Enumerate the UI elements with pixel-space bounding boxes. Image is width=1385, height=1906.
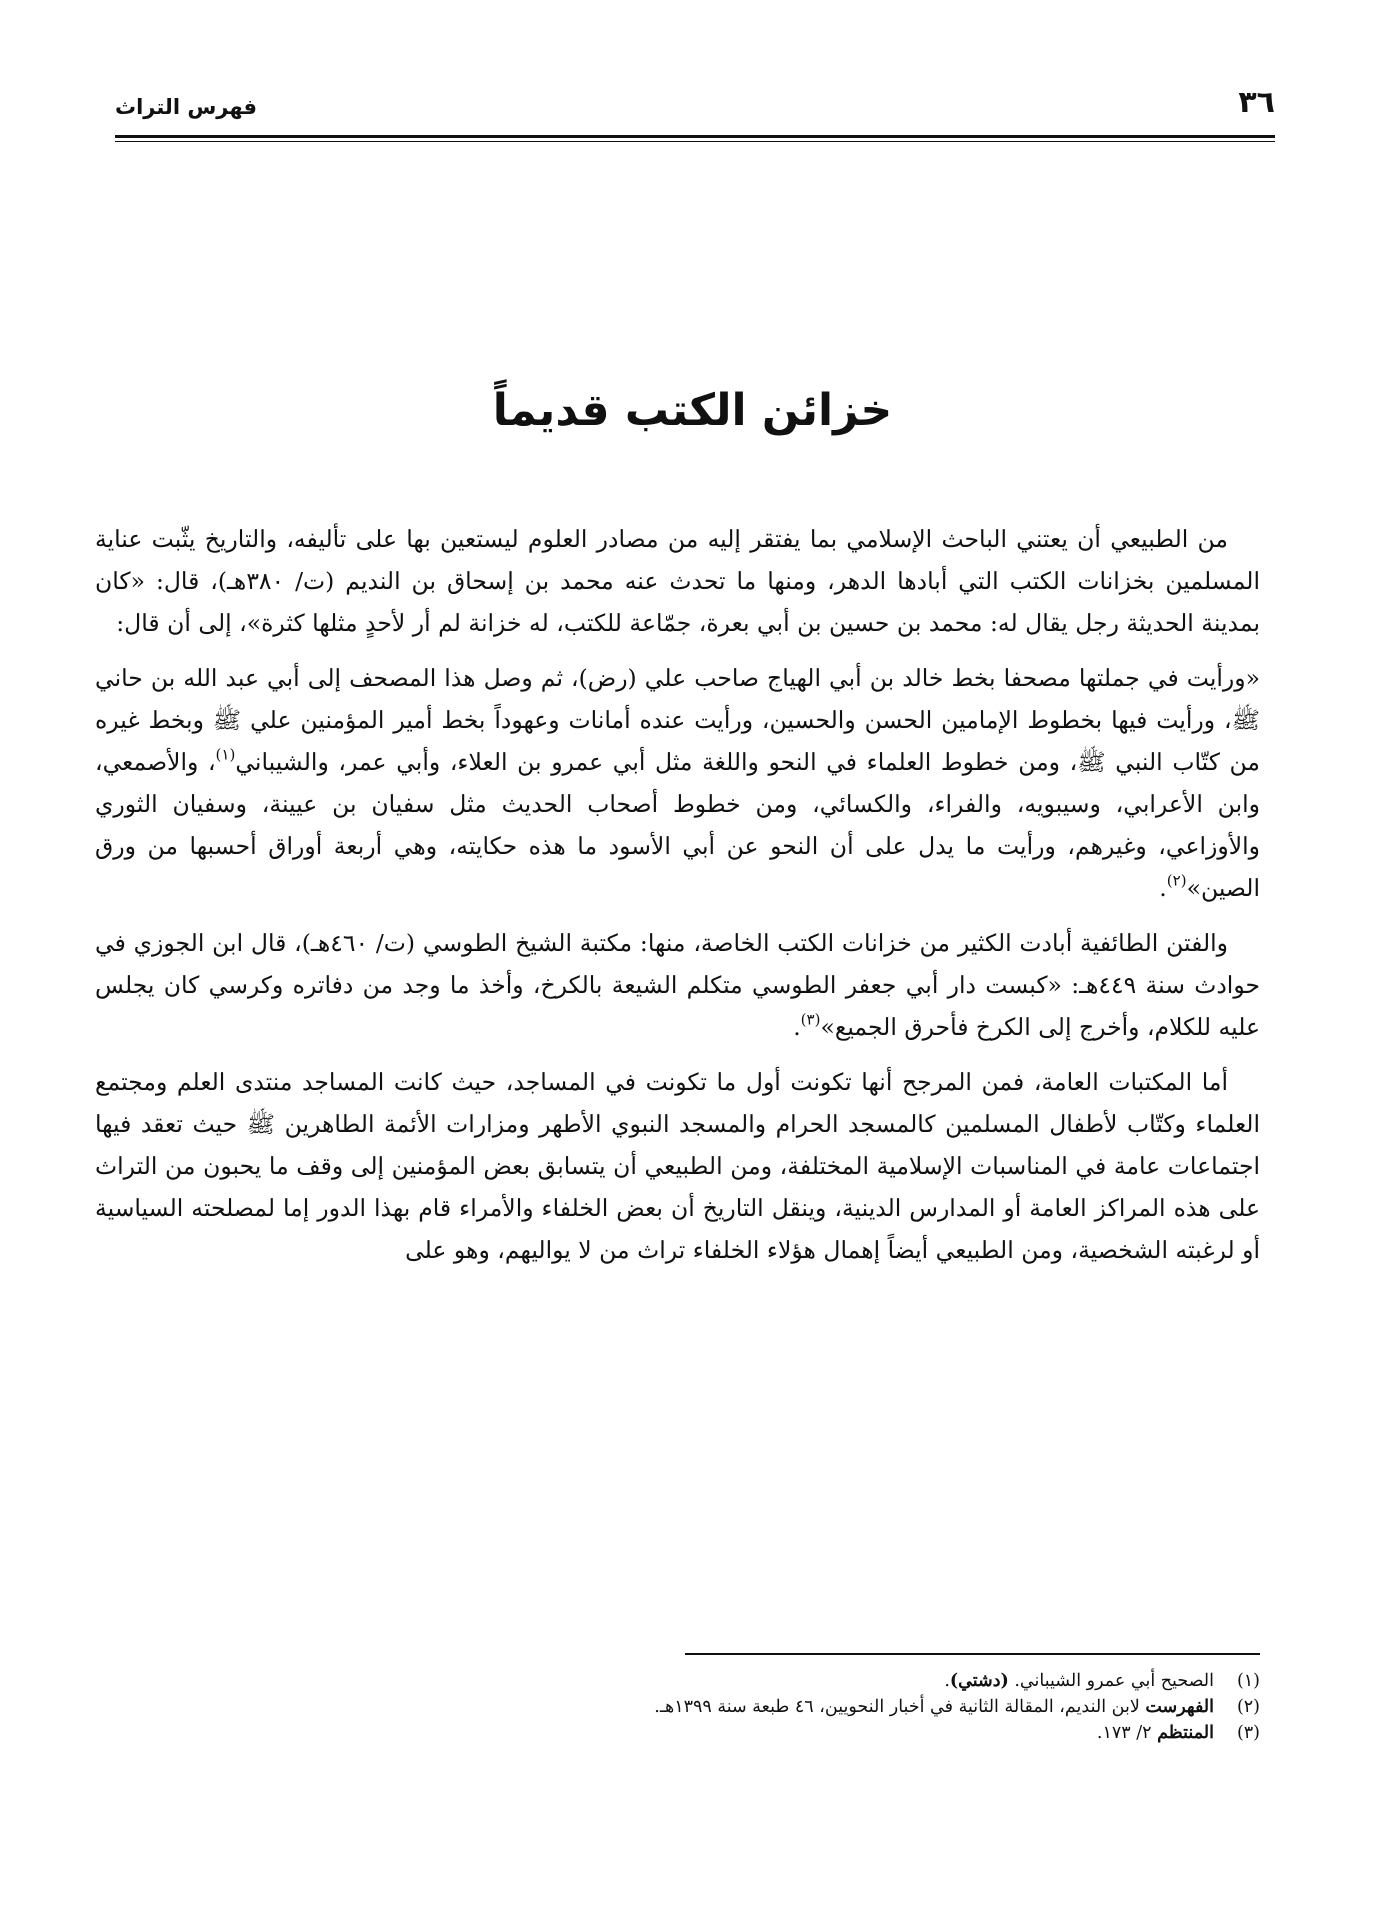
- footnote-ref-2[interactable]: (٢): [1166, 871, 1187, 890]
- footnote-ref-3[interactable]: (٣): [800, 1010, 821, 1029]
- footnote-body: ٢/ ١٧٣.: [1096, 1723, 1158, 1743]
- paragraph-4: أما المكتبات العامة، فمن المرجح أنها تكونت أول ما تكونت في المساجد، حيث كانت المساجد منتدى العلم ومجتمع العلماء وكتّاب لأطفال المسلمين كالمسجد الحرام والمسجد النبوي الأطهر ومزارات الأئمة الطاهرين ﷺ حيث تعقد فيها اجتماعات عامة في المناسبات الإسلامية المختلفة، ومن الطبيعي أن يتسابق بعض المؤمنين إلى وقف ما يحبون من التراث على هذه المراكز العامة أو المدارس الدينية، وينقل التاريخ أن بعض الخلفاء والأمراء قام بهذا الدور إما لمصلحته السياسية أو لرغبته الشخصية، ومن الطبيعي أيضاً إهمال هؤلاء الخلفاء تراث من لا يواليهم، وهو على: [95, 1068, 1260, 1264]
- footnote-2: [95, 1694, 1260, 1720]
- footnote-source: (دشتي): [949, 1671, 1009, 1691]
- footnote-text: [944, 1668, 1214, 1694]
- footnotes: [95, 1668, 1260, 1746]
- chapter-title: خزائن الكتب قديماً: [492, 385, 893, 437]
- footnote-separator: [685, 1653, 1260, 1655]
- footnote-source: المنتظم: [1157, 1723, 1214, 1743]
- footnote-body: الصحيح أبي عمرو الشيباني.: [1008, 1671, 1214, 1691]
- footnote-ref-1[interactable]: (١): [215, 745, 236, 764]
- paragraph-2-quote: [95, 657, 1260, 909]
- footnote-1: [95, 1668, 1260, 1694]
- page-number: ٣٦: [1238, 85, 1275, 120]
- footnote-number: (٢): [1236, 1697, 1260, 1717]
- paragraph-1: من الطبيعي أن يعتني الباحث الإسلامي بما يفتقر إليه من مصادر العلوم ليستعين بها على تأليفه، والتاريخ يثّبت عناية المسلمين بخزانات الكتب التي أبادها الدهر، ومنها ما تحدث عنه محمد بن إسحاق بن النديم (ت/ ٣٨٠هـ)، قال: «كان بمدينة الحديثة رجل يقال له: محمد بن حسين بن أبي بعرة، جمّاعة للكتب، له خزانة لم أر لأحدٍ مثلها كثرة»، إلى أن قال:: [95, 525, 1260, 637]
- book-title: فهرس التراث: [115, 95, 257, 119]
- footnote-number: (١): [1236, 1671, 1260, 1691]
- footnote-3: [95, 1720, 1260, 1746]
- footnote-text: [1097, 1720, 1214, 1746]
- footnote-number: (٣): [1236, 1723, 1260, 1743]
- running-header: [115, 85, 1275, 128]
- footnote-text: [654, 1694, 1214, 1720]
- footnote-source: الفهرست: [1145, 1697, 1214, 1717]
- footnote-tail: .: [944, 1671, 950, 1691]
- body-text: [95, 518, 1260, 1284]
- header-rule-thick: [115, 135, 1275, 138]
- paragraph-3: [95, 922, 1260, 1048]
- header-rule-thin: [115, 141, 1275, 142]
- footnote-body: لابن النديم، المقالة الثانية في أخبار النحويين، ٤٦ طبعة سنة ١٣٩٩هـ.: [654, 1697, 1146, 1717]
- paragraph-2-part-1: «ورأيت في جملتها مصحفا بخط خالد بن أبي الهياج صاحب علي (رض)، ثم وصل هذا المصحف إلى أبي عبد الله بن حاني ﷺ، ورأيت فيها بخطوط الإمامين الحسن والحسين، ورأيت عنده أمانات وعهوداً بخط أمير المؤمنين علي ﷺ وبخط غيره من كتّاب النبي ﷺ، ومن خطوط العلماء في النحو واللغة مثل أبي عمرو بن العلاء، وأبي عمر، والشيباني: [95, 664, 1260, 776]
- paragraph-2-part-2: ، والأصمعي، وابن الأعرابي، وسيبويه، والفراء، والكسائي، ومن خطوط أصحاب الحديث مثل سفيان بن عيينة، وسفيان الثوري والأوزاعي، وغيرهم، ورأيت ما يدل على أن النحو عن أبي الأسود ما هذه حكايته، وهي أربعة أوراق أحسبها من ورق الصين»: [95, 748, 1260, 902]
- paragraph-3-part-1: والفتن الطائفية أبادت الكثير من خزانات الكتب الخاصة، منها: مكتبة الشيخ الطوسي (ت/ ٤٦٠هـ)، قال ابن الجوزي في حوادث سنة ٤٤٩هـ: «كبست دار أبي جعفر الطوسي متكلم الشيعة بالكرخ، وأخذ ما وجد من دفاتره وكرسي كان يجلس عليه للكلام، وأخرج إلى الكرخ فأحرق الجميع»: [95, 929, 1260, 1041]
- paragraph-2-end: .: [1159, 874, 1167, 902]
- paragraph-3-end: .: [793, 1013, 801, 1041]
